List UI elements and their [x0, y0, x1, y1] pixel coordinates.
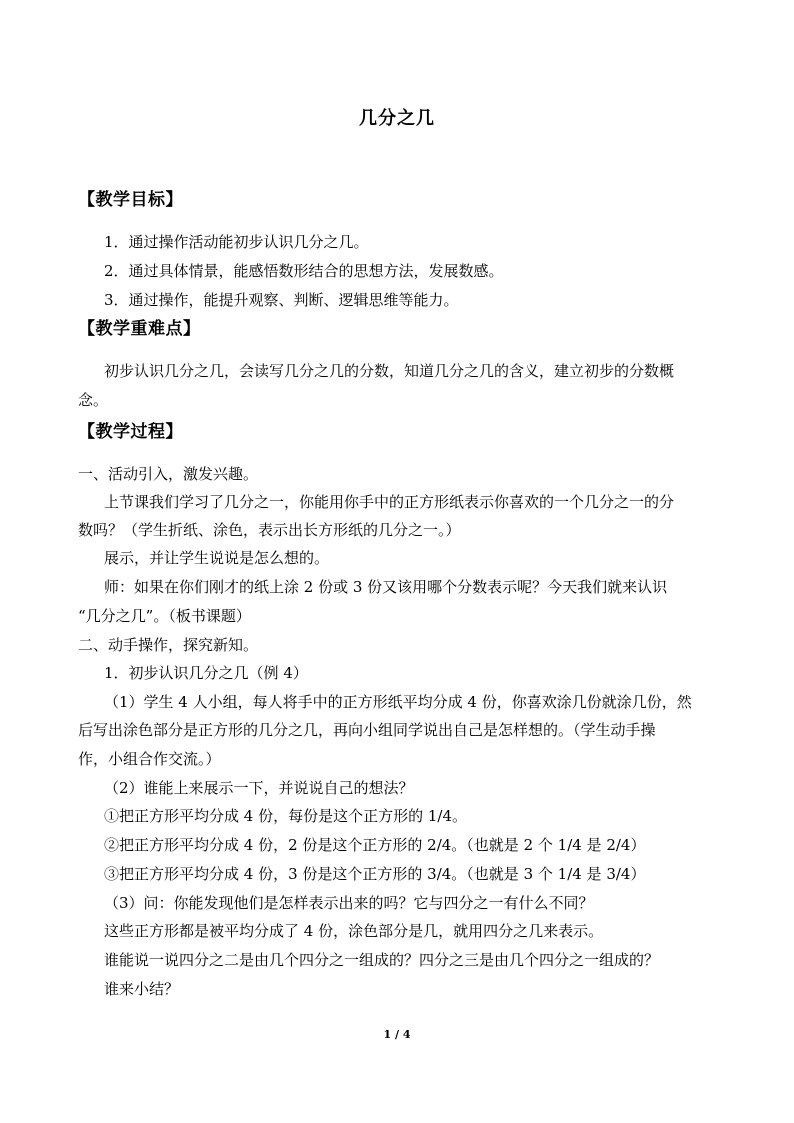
section-heading-process: 【教学过程】: [78, 422, 183, 442]
page-number: 1 / 4: [383, 1028, 411, 1041]
page-title: 几分之几: [359, 108, 435, 129]
key-points-line-1: 初步认识几分之几，会读写几分之几的分数，知道几分之几的含义，建立初步的分数概: [104, 362, 675, 380]
goal-item-1: 1．通过操作活动能初步认识几分之几。: [104, 233, 369, 251]
process-line-14: ②把正方形平均分成 4 份，2 份是这个正方形的 2/4。（也就是 2 个 1/4 是 2/4）: [104, 836, 646, 854]
section-heading-key-points: 【教学重难点】: [78, 319, 201, 339]
key-points-line-2: 念。: [78, 391, 109, 409]
goal-item-3: 3．通过操作，能提升观察、判断、逻辑思维等能力。: [104, 291, 459, 309]
process-line-10: 后写出涂色部分是正方形的几分之几，再向小组同学说出自己是怎样想的。（学生动手操: [78, 721, 656, 739]
section-heading-goals: 【教学目标】: [78, 190, 183, 210]
process-line-18: 谁能说一说四分之二是由几个四分之一组成的？四分之三是由几个四分之一组成的？: [104, 951, 660, 969]
process-line-7: 二、动手操作，探究新知。: [78, 636, 259, 654]
process-line-5: 师：如果在你们刚才的纸上涂 2 份或 3 份又该用哪个分数表示呢？今天我们就来认识: [104, 578, 668, 596]
process-line-16: （3）问：你能发现他们是怎样表示出来的吗？它与四分之一有什么不同？: [104, 894, 594, 912]
goal-item-2: 2．通过具体情景，能感悟数形结合的思想方法，发展数感。: [104, 262, 504, 280]
process-line-9: （1）学生 4 人小组，每人将手中的正方形纸平均分成 4 份，你喜欢涂几份就涂几份，然: [104, 693, 692, 711]
process-line-8: 1．初步认识几分之几（例 4）: [104, 664, 308, 682]
process-line-6: “几分之几”。（板书课题）: [78, 607, 251, 625]
process-line-2: 上节课我们学习了几分之一，你能用你手中的正方形纸表示你喜欢的一个几分之一的分: [104, 493, 675, 511]
process-line-17: 这些正方形都是被平均分成了 4 份，涂色部分是几，就用四分之几来表示。: [104, 922, 604, 940]
process-line-12: （2）谁能上来展示一下，并说说自己的想法？: [104, 779, 414, 797]
process-line-3: 数吗？（学生折纸、涂色，表示出长方形纸的几分之一。）: [78, 521, 461, 539]
process-line-1: 一、活动引入，激发兴趣。: [78, 465, 259, 483]
process-line-19: 谁来小结？: [104, 980, 180, 998]
process-line-15: ③把正方形平均分成 4 份，3 份是这个正方形的 3/4。（也就是 3 个 1/4 是 3/4）: [104, 865, 646, 883]
process-line-13: ①把正方形平均分成 4 份，每份是这个正方形的 1/4。: [104, 807, 467, 825]
process-line-4: 展示，并让学生说说是怎么想的。: [104, 549, 330, 567]
process-line-11: 作，小组合作交流。）: [78, 750, 221, 768]
